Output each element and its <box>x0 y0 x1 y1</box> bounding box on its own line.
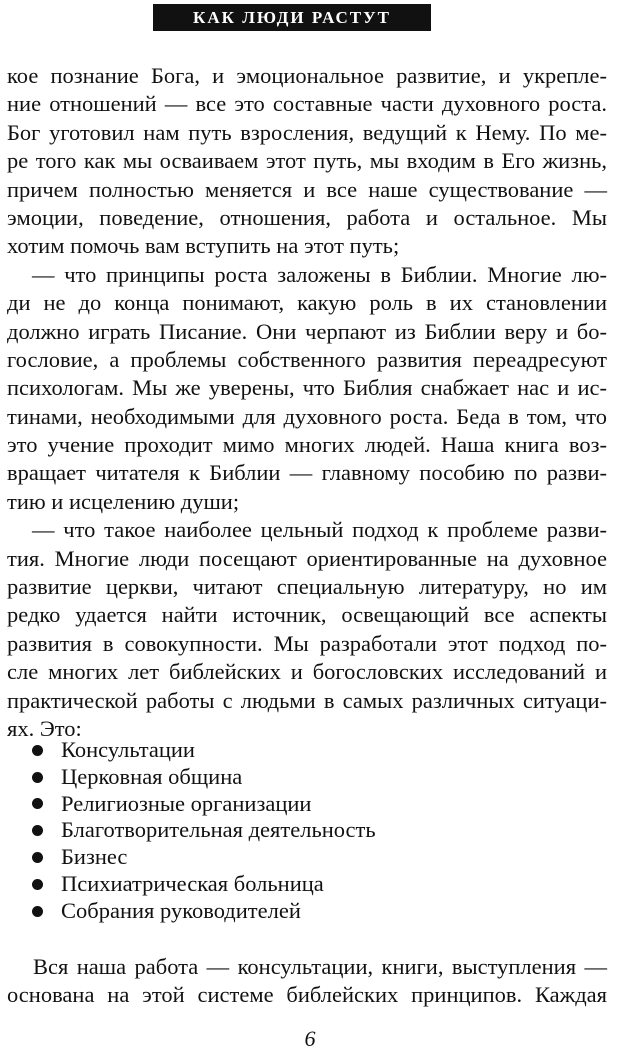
main-text <box>7 62 607 743</box>
list-item <box>32 791 592 818</box>
list-item-label: Собрания руководителей <box>61 897 301 923</box>
bullet-icon <box>32 906 43 917</box>
closing-paragraph <box>7 953 607 1010</box>
text-line: развитие церкви, читают специальную литературу, но им <box>7 574 607 600</box>
text-line: ре того как мы осваиваем этот путь, мы входим в Его жизнь, <box>7 148 607 174</box>
text-line: — что принципы роста заложены в Библии. Многие лю- <box>32 261 607 287</box>
bullet-icon <box>32 825 43 836</box>
running-title: КАК ЛЮДИ РАСТУТ <box>153 4 431 31</box>
list-item-label: Церковная община <box>61 763 243 789</box>
text-line: хотим помочь вам вступить на этот путь; <box>7 233 400 259</box>
bullet-icon <box>32 745 43 756</box>
text-line: гословие, а проблемы собственного развития переадресуют <box>7 346 607 372</box>
list-item <box>32 871 592 898</box>
list-item-label: Религиозные организации <box>61 790 312 816</box>
bullet-icon <box>32 879 43 890</box>
bullet-icon <box>32 772 43 783</box>
bullet-list <box>32 737 592 925</box>
page-number: 6 <box>304 1026 316 1051</box>
text-line: это учение проходит мимо многих людей. Наша книга воз- <box>7 432 607 458</box>
list-item-label: Психиатрическая больница <box>61 870 324 896</box>
text-line: причем полностью меняется и все наше существование — <box>7 176 607 202</box>
text-line: вращает читателя к Библии — главному пособию по разви- <box>7 460 607 486</box>
list-item <box>32 764 592 791</box>
text-line: основана на этой системе библейских принципов. Каждая <box>7 982 607 1008</box>
text-line: — что такое наиболее цельный подход к проблеме разви- <box>32 517 607 543</box>
list-item-label: Благотворительная деятельность <box>61 817 376 843</box>
text-line: ние отношений — все это составные части духовного роста. <box>7 91 607 117</box>
bullet-icon <box>32 798 43 809</box>
text-line: Вся наша работа — консультации, книги, выступления — <box>33 954 607 979</box>
list-item <box>32 817 592 844</box>
text-line: тия. Многие люди посещают ориентированные на духовное <box>7 545 607 571</box>
list-item <box>32 844 592 871</box>
bullet-icon <box>32 852 43 863</box>
text-line: кое познание Бога, и эмоциональное развитие, и укрепле- <box>7 63 607 88</box>
list-item <box>32 737 592 764</box>
text-line: психологам. Мы же уверены, что Библия снабжает нас и ис- <box>7 375 607 401</box>
text-line: тию и исцелению души; <box>7 488 240 514</box>
text-line: тинами, необходимыми для духовного роста. Беда в том, что <box>7 403 607 429</box>
list-item <box>32 898 592 925</box>
text-line: ди не до конца понимают, какую роль в их становлении <box>7 290 607 316</box>
list-item-label: Бизнес <box>61 844 128 870</box>
text-line: ях. Это: <box>7 715 82 741</box>
text-line: эмоции, поведение, отношения, работа и остальное. Мы <box>7 204 607 230</box>
text-line: развития в совокупности. Мы разработали этот подход по- <box>7 630 607 656</box>
list-item-label: Консультации <box>61 737 195 762</box>
text-line: практической работы с людьми в самых различных ситуаци- <box>7 687 607 713</box>
text-line: редко удается найти источник, освещающий все аспекты <box>7 602 607 628</box>
text-line: сле многих лет библейских и богословских исследований и <box>7 659 607 685</box>
text-line: Бог уготовил нам путь взросления, ведущий к Нему. По ме- <box>7 119 607 145</box>
text-line: должно играть Писание. Они черпают из Библии веру и бо- <box>7 318 607 344</box>
